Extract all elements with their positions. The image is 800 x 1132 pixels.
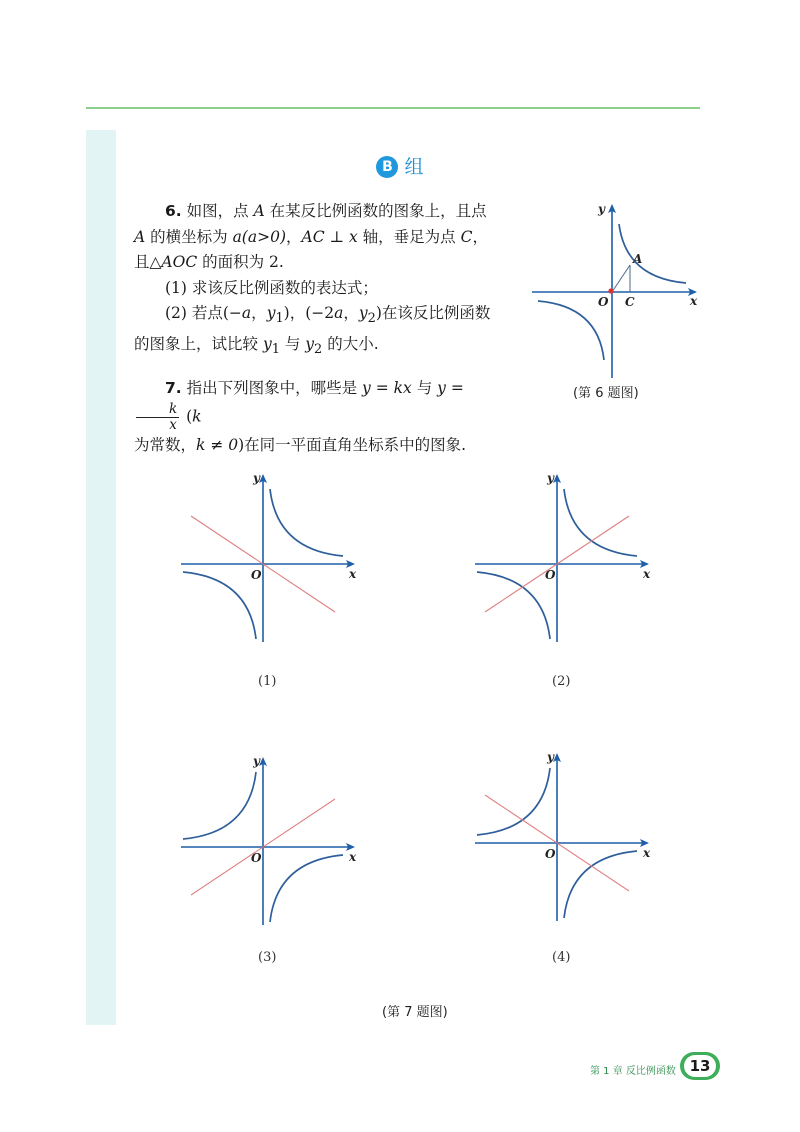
problem-6-part-1: (1) 求该反比例函数的表达式； (165, 278, 378, 297)
fig6-label-C: C (625, 295, 635, 309)
fig6-label-y: y (598, 202, 605, 216)
panel-4-label: (4) (552, 950, 571, 965)
group-badge: B (376, 156, 398, 178)
problem-7-statement: 7. 指出下列图象中，哪些是 y = kx 与 y = $\frac{k}{x}$ (k 为常数，k ≠ 0)在同一平面直角坐标系中的图象. (134, 379, 467, 454)
figure-6-caption: (第 6 题图) (573, 386, 639, 401)
label-y: y (547, 750, 554, 764)
label-y: y (253, 754, 260, 768)
problem-6-statement: 6. 如图，点 A 在某反比例函数的图象上，且点 A 的横坐标为 a(a>0)，AC ⊥ x 轴，垂足为点 C， 且△AOC 的面积为 2. (134, 202, 488, 271)
footer-chapter: 第 1 章 反比例函数 (590, 1066, 676, 1077)
panel-1 (181, 471, 357, 642)
panel-3 (181, 754, 357, 925)
fig6-label-A: A (633, 252, 643, 266)
fig6-label-x: x (690, 294, 698, 308)
panel-3-label: (3) (258, 950, 277, 965)
problem-number: 7. (165, 379, 182, 397)
hyperbola-branch-q2 (477, 768, 550, 835)
label-x: x (349, 567, 357, 581)
label-x: x (643, 567, 651, 581)
hyperbola-branch-q3 (183, 572, 256, 639)
group-heading-text: 组 (404, 156, 424, 178)
problem-6-part-2: (2) 若点(−a，$y_1$)，(−2a，$y_2$)在该反比例函数 的图象上，试比较 $y_1$ 与 $y_2$ 的大小. (134, 304, 491, 357)
hyperbola-branch-q3 (477, 572, 550, 639)
label-origin: O (545, 847, 556, 861)
hyperbola-branch-q1 (564, 489, 637, 556)
label-x: x (349, 850, 357, 864)
hyperbola-branch-q1 (270, 489, 343, 556)
hyperbola-branch-q4 (270, 855, 343, 922)
panel-2 (475, 471, 651, 642)
page-number: 13 (684, 1055, 717, 1077)
panel-2-label: (2) (552, 674, 571, 689)
label-origin: O (251, 851, 262, 865)
panel-1-label: (1) (258, 674, 277, 689)
hyperbola-branch-q4 (564, 851, 637, 918)
hyperbola-branch-q2 (183, 772, 256, 839)
fraction-k-over-x: $\frac{k}{x}$ (136, 402, 179, 433)
label-x: x (643, 846, 651, 860)
label-origin: O (545, 568, 556, 582)
label-y: y (253, 471, 260, 485)
problem-number: 6. (165, 202, 182, 220)
fig6-label-origin: O (598, 295, 609, 309)
figure-7-caption: (第 7 题图) (382, 1005, 448, 1020)
page-number-badge (680, 1052, 720, 1080)
panel-4 (475, 750, 651, 921)
label-origin: O (251, 568, 262, 582)
label-y: y (547, 471, 554, 485)
